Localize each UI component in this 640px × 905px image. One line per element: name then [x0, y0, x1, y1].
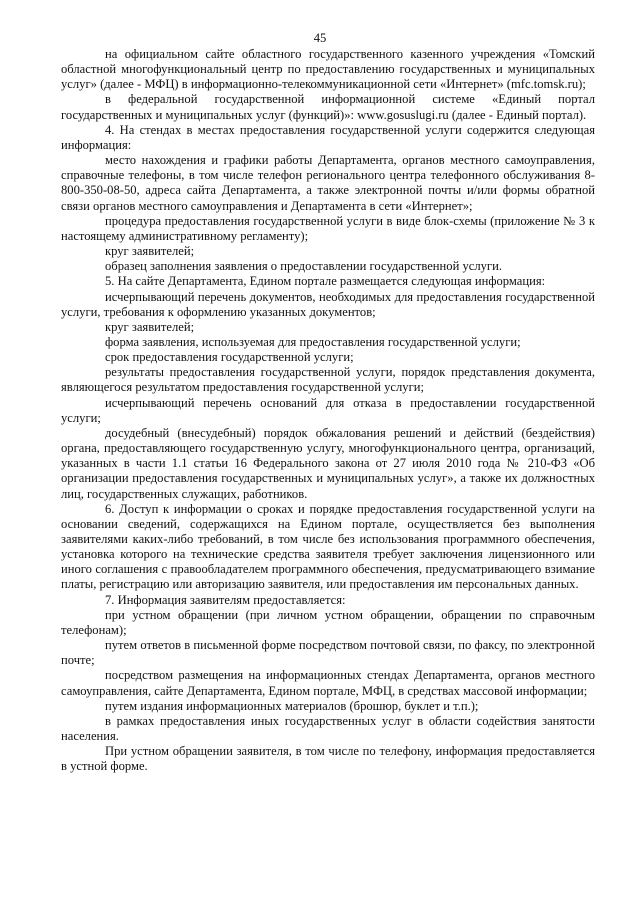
paragraph: при устном обращении (при личном устном обращении, обращении по справочным телефонам); — [61, 607, 595, 637]
paragraph: в рамках предоставления иных государственных услуг в области содействия занятости населения. — [61, 713, 595, 744]
paragraph: посредством размещения на информационных стендах Департамента, органов местного самоуправления, сайте Департамента, Едином портале, МФЦ, в средствах массовой информации; — [61, 668, 595, 698]
paragraph: круг заявителей; — [105, 319, 195, 334]
document-body — [61, 47, 595, 775]
paragraph: досудебный (внесудебный) порядок обжалования решений и действий (бездействия) органа, предоставляющего государственную услугу, многофункционального центра, организаций, указанных в части 1.1 статьи 16 Федерального закона от 27 июля 2010 года № 210-ФЗ «Об организации предоставления государственных и муниципальных услуг», а также их должностных лиц, государственных служащих, работников. — [61, 425, 595, 501]
paragraph: 5. На сайте Департамента, Едином портале размещается следующая информация: — [105, 274, 546, 289]
paragraph: исчерпывающий перечень документов, необходимых для предоставления государственной услуги, требования к оформлению указанных документов; — [61, 289, 595, 319]
paragraph: на официальном сайте областного государственного казенного учреждения «Томский областной многофункциональный центр по предоставлению государственных и муниципальных услуг» (далее - МФЦ) в информационно-телекоммуникационной сети «Интернет» (mfc.tomsk.ru); — [61, 47, 595, 92]
paragraph: результаты предоставления государственной услуги, порядок представления документа, являющегося результатом предоставления государственной услуги; — [61, 365, 595, 395]
paragraph: 6. Доступ к информации о сроках и порядке предоставления государственной услуги на основании сведений, содержащихся на Едином портале, осуществляется без выполнения заявителями каких-либо требований, в том числе без использования программного обеспечения, установка которого на технические средства заявителя требует заключения лицензионного или иного соглашения с правообладателем программного обеспечения, предусматривающего взимание платы, регистрацию или авторизацию заявителя, или предоставления им персональных данных. — [61, 501, 595, 592]
paragraph: При устном обращении заявителя, в том числе по телефону, информация предоставляется в устной форме. — [61, 744, 595, 774]
paragraph: круг заявителей; — [105, 244, 195, 259]
paragraph: место нахождения и графики работы Департамента, органов местного самоуправления, справочные телефоны, в том числе телефон регионального центра телефонного обслуживания 8-800-350-08-50, адреса сайта Департамента, а также электронной почты и/или формы обратной связи органов местного самоуправления и Департамента в сети «Интернет»; — [61, 153, 595, 213]
paragraph: в федеральной государственной информационной системе «Единый портал государственных и муниципальных услуг (функций)»: www.gosuslugi.ru (далее - Единый портал). — [61, 92, 595, 122]
paragraph: срок предоставления государственной услуги; — [105, 350, 354, 365]
paragraph: образец заполнения заявления о предоставлении государственной услуги. — [105, 259, 502, 274]
paragraph: 4. На стендах в местах предоставления государственной услуги содержится следующая информация: — [61, 122, 595, 152]
page-number: 45 — [313, 31, 327, 45]
paragraph: форма заявления, используемая для предоставления государственной услуги; — [105, 334, 521, 349]
paragraph: путем ответов в письменной форме посредством почтовой связи, по факсу, по электронной почте; — [61, 638, 595, 668]
paragraph: исчерпывающий перечень оснований для отказа в предоставлении государственной услуги; — [61, 395, 595, 425]
paragraph: путем издания информационных материалов (брошюр, буклет и т.п.); — [105, 698, 479, 713]
paragraph: 7. Информация заявителям предоставляется: — [105, 592, 346, 607]
paragraph: процедура предоставления государственной услуги в виде блок-схемы (приложение № 3 к настоящему административному регламенту); — [61, 213, 595, 243]
